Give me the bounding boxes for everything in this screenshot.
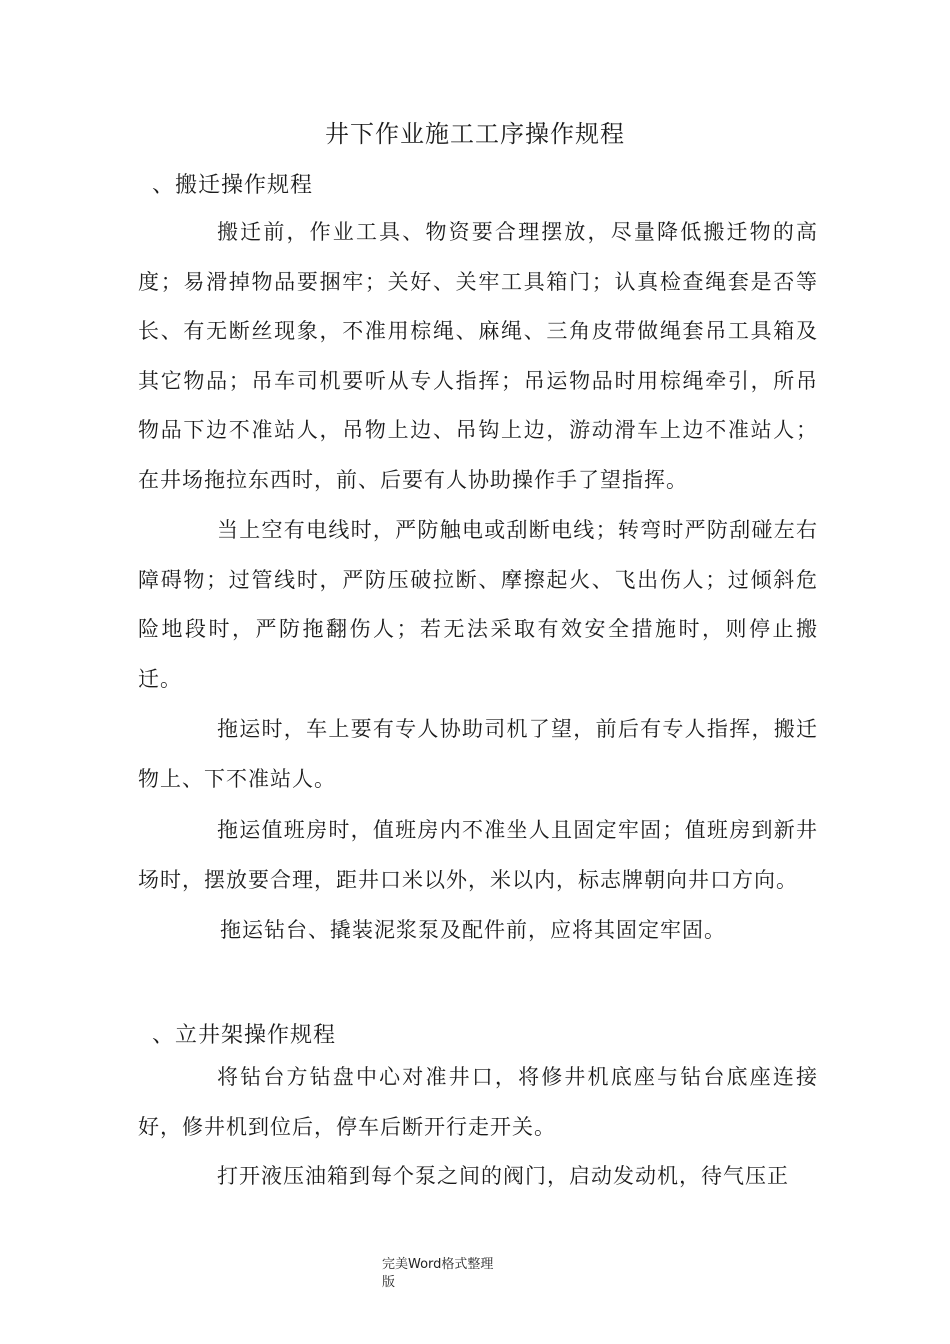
paragraph: 将钻台方钻盘中心对准井口，将修井机底座与钻台底座连接好，修井机到位后，停车后断开行走开关。 — [138, 1065, 818, 1139]
footer-line: 版 — [382, 1275, 396, 1290]
footer-note — [382, 1256, 522, 1292]
section-heading-derrick: 、立井架操作规程 — [152, 1023, 337, 1048]
footer-line: 完美Word格式整理 — [382, 1257, 494, 1272]
page-title: 井下作业施工工序操作规程 — [325, 120, 625, 148]
paragraph: 拖运钻台、撬装泥浆泵及配件前，应将其固定牢固。 — [220, 918, 726, 942]
paragraph: 拖运值班房时，值班房内不准坐人且固定牢固；值班房到新井场时，摆放要合理，距井口米以外，米以内，标志牌朝向井口方向。 — [138, 818, 818, 892]
paragraph: 当上空有电线时，严防触电或刮断电线；转弯时严防刮碰左右障碍物；过管线时，严防压破拉断、摩擦起火、飞出伤人；过倾斜危险地段时，严防拖翻伤人；若无法采取有效安全措施时，则停止搬迁。 — [138, 518, 818, 691]
paragraph: 拖运时，车上要有专人协助司机了望，前后有专人指挥，搬迁物上、下不准站人。 — [138, 717, 818, 791]
section-heading-relocation: 、搬迁操作规程 — [152, 173, 314, 198]
paragraph: 打开液压油箱到每个泵之间的阀门，启动发动机，待气压正 — [217, 1164, 789, 1188]
paragraph: 搬迁前，作业工具、物资要合理摆放，尽量降低搬迁物的高度；易滑掉物品要捆牢；关好、关牢工具箱门；认真检查绳套是否等长、有无断丝现象，不准用棕绳、麻绳、三角皮带做绳套吊工具箱及其它物品；吊车司机要听从专人指挥；吊运物品时用棕绳牵引，所吊物品下边不准站人，吊物上边、吊钩上边，游动滑车上边不准站人；在井场拖拉东西时，前、后要有人协助操作手了望指挥。 — [138, 220, 818, 492]
